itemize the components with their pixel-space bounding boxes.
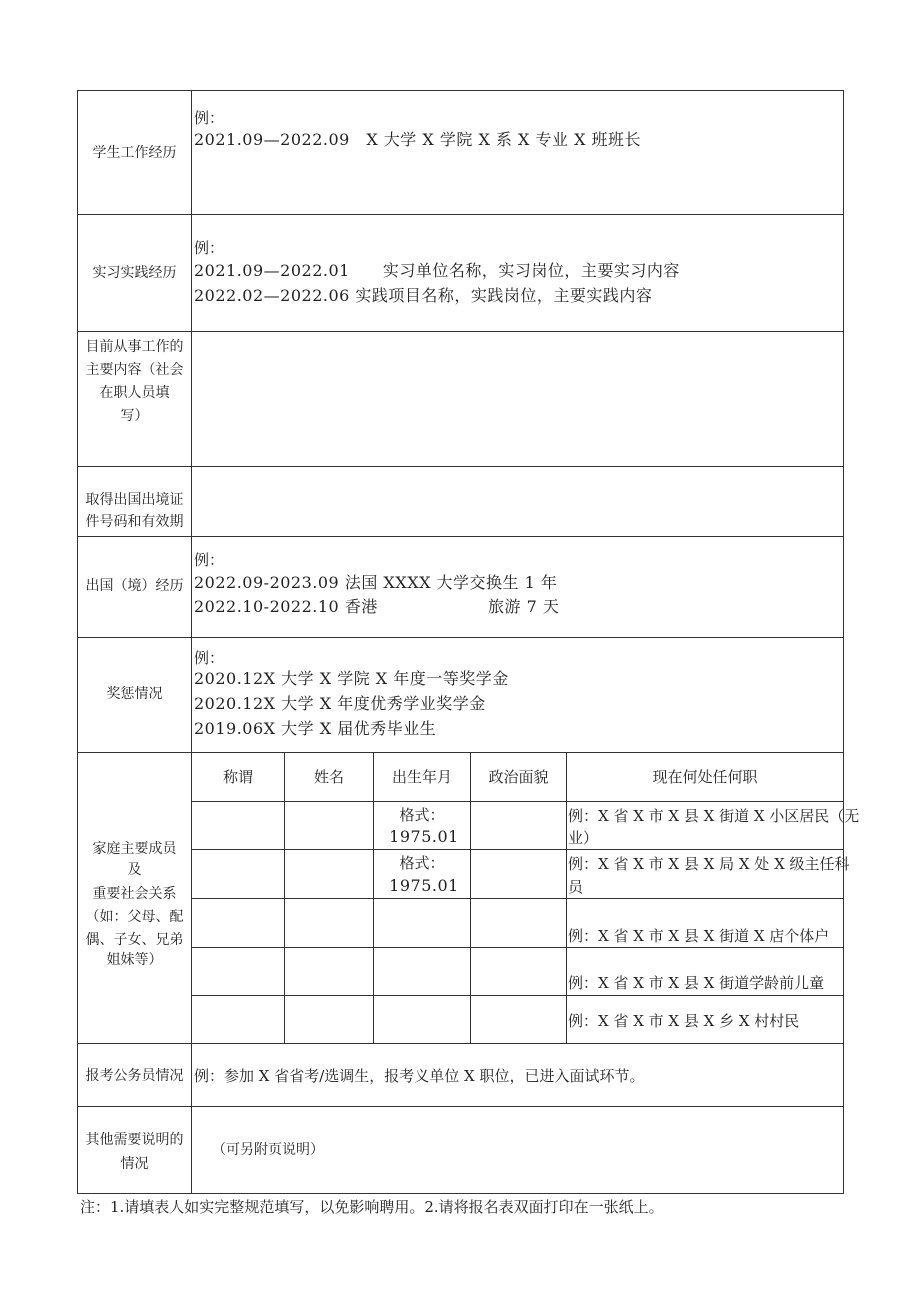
internship-line-2: 2022.02—2022.06 实践项目名称，实践岗位，主要实践内容 bbox=[194, 286, 653, 305]
civil-service-label: 报考公务员情况 bbox=[85, 1068, 184, 1084]
family-header-birth: 出生年月 bbox=[391, 768, 452, 786]
other-label-2: 情况 bbox=[120, 1156, 149, 1172]
abroad-line-2-purpose: 旅游 7 天 bbox=[488, 597, 560, 616]
internship-line-1: 2021.09—2022.01 实习单位名称，实习岗位，主要实习内容 bbox=[194, 261, 680, 280]
family-header-relation: 称谓 bbox=[222, 768, 253, 786]
footnote: 注：1.请填表人如实完整规范填写，以免影响聘用。2.请将报名表双面打印在一张纸上。 bbox=[80, 1198, 664, 1216]
internship-example-marker: 例： bbox=[194, 239, 225, 257]
family-header-politics: 政治面貌 bbox=[488, 768, 549, 786]
family-label-2: 及 bbox=[127, 862, 142, 878]
current-work-label-3: 在职人员填 bbox=[99, 385, 170, 401]
abroad-example-marker: 例： bbox=[194, 551, 225, 569]
internship-label: 实习实践经历 bbox=[92, 265, 177, 281]
abroad-line-2-place: 2022.10-2022.10 香港 bbox=[194, 597, 378, 616]
family-row-2-job-line-2: 员 bbox=[568, 878, 584, 896]
award-item-3: 2019.06X 大学 X 届优秀毕业生 bbox=[194, 719, 437, 738]
family-row-1-birth-value: 1975.01 bbox=[389, 827, 459, 846]
family-row-5-job: 例：X 省 X 市 X 县 X 乡 X 村村民 bbox=[568, 1012, 800, 1030]
current-work-label-4: 写） bbox=[120, 408, 149, 424]
family-row-3-job: 例：X 省 X 市 X 县 X 街道 X 店个体户 bbox=[568, 927, 830, 945]
abroad-label: 出国（境）经历 bbox=[85, 578, 184, 594]
student-work-label: 学生工作经历 bbox=[92, 145, 177, 161]
current-work-field[interactable] bbox=[192, 332, 843, 466]
current-work-label-2: 主要内容（社会 bbox=[85, 362, 184, 378]
family-row-2-job-line-1: 例：X 省 X 市 X 县 X 局 X 处 X 级主任科 bbox=[568, 855, 850, 873]
civil-service-text: 例：参加 X 省省考/选调生，报考义单位 X 职位，已进入面试环节。 bbox=[194, 1067, 645, 1085]
family-row-1-job-line-2: 业） bbox=[568, 829, 599, 847]
family-row-1-job-line-1: 例：X 省 X 市 X 县 X 街道 X 小区居民（无 bbox=[568, 807, 860, 825]
other-text: （可另附页说明） bbox=[212, 1142, 324, 1158]
current-work-label-1: 目前从事工作的 bbox=[85, 339, 184, 355]
family-label-6: 姐妹等） bbox=[106, 952, 163, 968]
family-label-5: 偶、子女、兄弟 bbox=[85, 932, 184, 948]
awards-example-marker: 例： bbox=[194, 649, 225, 667]
awards-label: 奖惩情况 bbox=[106, 686, 163, 702]
family-row-4-job: 例：X 省 X 市 X 县 X 街道学龄前儿童 bbox=[568, 974, 825, 992]
family-header-job: 现在何处任何职 bbox=[652, 768, 758, 786]
passport-field[interactable] bbox=[192, 467, 843, 536]
award-item-2: 2020.12X 大学 X 年度优秀学业奖学金 bbox=[194, 694, 486, 713]
family-label-4: （如：父母、配 bbox=[85, 909, 184, 925]
student-work-line: 2021.09—2022.09 X 大学 X 学院 X 系 X 专业 X 班班长 bbox=[194, 130, 642, 149]
family-row-1-birth-label: 格式： bbox=[399, 806, 445, 824]
abroad-line-1: 2022.09-2023.09 法国 XXXX 大学交换生 1 年 bbox=[194, 573, 558, 592]
family-label-3: 重要社会关系 bbox=[92, 886, 177, 902]
passport-label-1: 取得出国出境证 bbox=[85, 492, 184, 508]
family-row-2-birth-label: 格式： bbox=[399, 854, 445, 872]
family-label-1: 家庭主要成员 bbox=[92, 841, 177, 857]
family-row-2-birth-value: 1975.01 bbox=[389, 876, 459, 895]
student-work-example-marker: 例： bbox=[194, 109, 225, 127]
award-item-1: 2020.12X 大学 X 学院 X 年度一等奖学金 bbox=[194, 669, 509, 688]
family-header-name: 姓名 bbox=[313, 768, 344, 786]
other-label-1: 其他需要说明的 bbox=[85, 1132, 184, 1148]
passport-label-2: 件号码和有效期 bbox=[85, 514, 184, 530]
